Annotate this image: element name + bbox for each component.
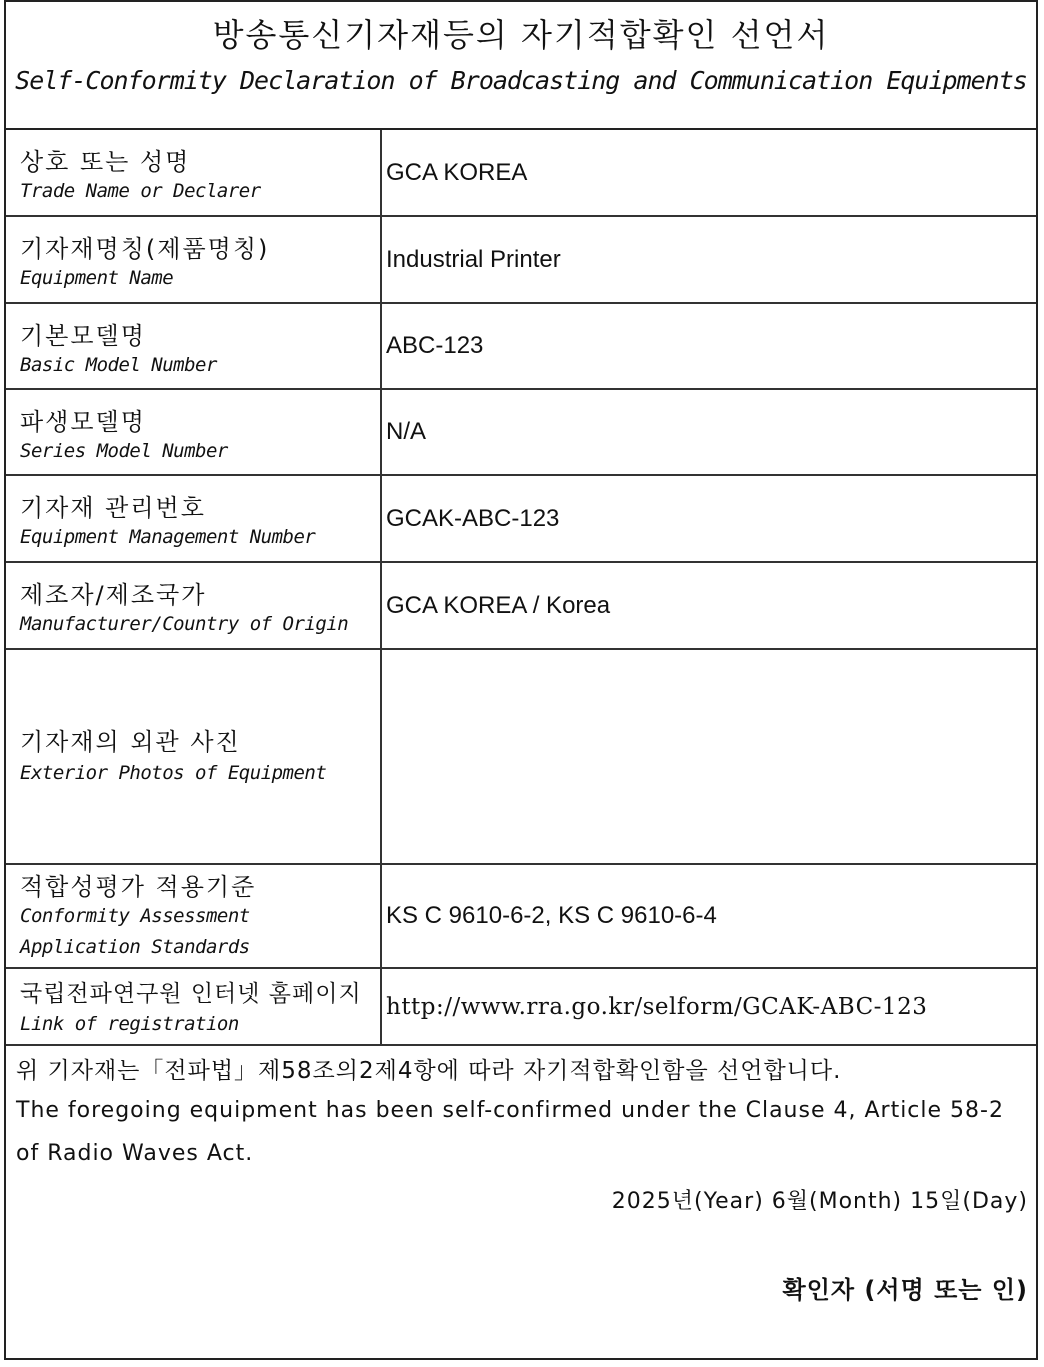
label-cell (6, 563, 382, 648)
row-management-number (6, 476, 1036, 563)
label-korean: 상호 또는 성명 (20, 148, 191, 176)
title-korean: 방송통신기자재등의 자기적합확인 선언서 (212, 16, 830, 54)
row-manufacturer (6, 563, 1036, 650)
value-management-number: GCAK-ABC-123 (386, 504, 560, 532)
value-series-model: N/A (386, 418, 427, 445)
value-basic-model: ABC-123 (386, 332, 484, 359)
signature-line: 확인자 (서명 또는 인) (782, 1276, 1028, 1304)
label-korean: 파생모델명 (20, 408, 146, 436)
title-english: Self-Conformity Declaration of Broadcasting and Communication Equipments (15, 66, 1027, 95)
label-cell (6, 650, 382, 863)
value-manufacturer: GCA KOREA / Korea (386, 591, 611, 619)
row-series-model (6, 390, 1036, 476)
registration-link[interactable]: http://www.rra.go.kr/selform/GCAK-ABC-123 (386, 993, 928, 1020)
declaration-section (6, 1046, 1036, 1360)
label-cell (6, 130, 382, 215)
label-korean: 기자재 관리번호 (20, 494, 206, 522)
label-korean: 제조자/제조국가 (20, 581, 207, 609)
label-cell (6, 865, 382, 967)
label-korean: 기자재명칭(제품명칭) (20, 235, 270, 263)
label-korean: 기본모델명 (20, 322, 146, 350)
label-english: Manufacturer/Country of Origin (20, 613, 349, 635)
value-trade-name: GCA KOREA (386, 158, 528, 186)
declaration-korean: 위 기자재는「전파법」제58조의2제4항에 따라 자기적합확인함을 선언합니다. (16, 1058, 842, 1084)
declaration-english-line1: The foregoing equipment has been self-confirmed under the Clause 4, Article 58-2 (16, 1098, 1004, 1123)
row-standards (6, 865, 1036, 969)
declaration-form (4, 0, 1038, 1360)
row-basic-model (6, 304, 1036, 390)
label-korean: 기자재의 외관 사진 (20, 728, 241, 756)
label-cell (6, 476, 382, 561)
label-english: Conformity Assessment (20, 905, 250, 927)
label-english: Series Model Number (20, 440, 228, 462)
label-cell (6, 304, 382, 388)
label-english: Trade Name or Declarer (20, 180, 261, 202)
row-exterior-photos (6, 650, 1036, 865)
value-standards: KS C 9610-6-2, KS C 9610-6-4 (386, 902, 717, 929)
label-korean: 국립전파연구원 인터넷 홈페이지 (20, 981, 362, 1007)
value-equipment-name: Industrial Printer (386, 245, 561, 273)
label-english: Link of registration (20, 1013, 239, 1035)
row-trade-name (6, 130, 1036, 217)
label-english: Basic Model Number (20, 354, 217, 376)
label-english-line2: Application Standards (20, 936, 250, 958)
declaration-date: 2025년(Year) 6월(Month) 15일(Day) (611, 1189, 1028, 1214)
form-header (6, 2, 1036, 130)
row-equipment-name (6, 217, 1036, 304)
value-exterior-photos (386, 650, 1036, 863)
label-cell (6, 217, 382, 302)
row-registration-link (6, 969, 1036, 1046)
label-korean: 적합성평가 적용기준 (20, 873, 257, 901)
label-cell (6, 969, 382, 1044)
label-english: Exterior Photos of Equipment (20, 762, 327, 784)
label-english: Equipment Name (20, 267, 174, 289)
label-english: Equipment Management Number (20, 526, 316, 548)
label-cell (6, 390, 382, 474)
declaration-english-line2: of Radio Waves Act. (16, 1141, 254, 1166)
